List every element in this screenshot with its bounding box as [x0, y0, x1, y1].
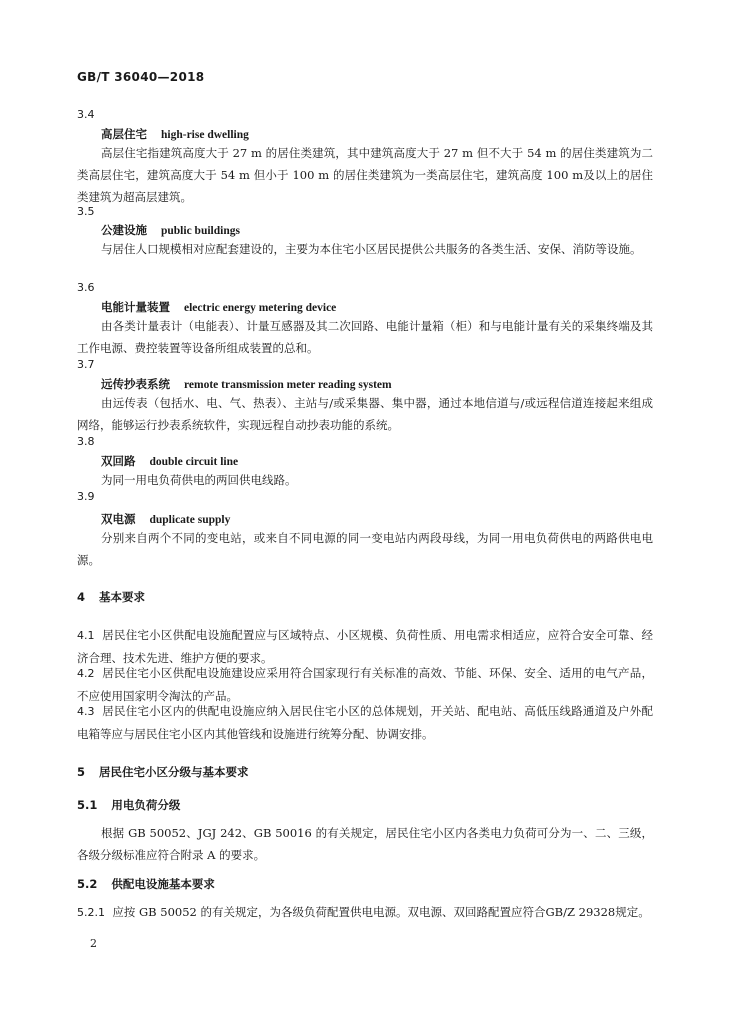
subsection-5-1-heading	[77, 797, 180, 813]
subsection-number: 5.2	[77, 877, 98, 891]
item-number-3-9: 3.9	[77, 490, 95, 503]
clause-text: 居民住宅小区供配电设施建设应采用符合国家现行有关标准的高效、节能、环保、安全、适用的电气产品，不应使用国家明令淘汰的产品。	[77, 666, 654, 703]
term-cn: 电能计量装置	[101, 300, 170, 314]
subsection-5-2-heading	[77, 876, 215, 892]
subsection-5-1-text: 根据 GB 50052、JGJ 242、GB 50016 的有关规定，居民住宅小区内各类电力负荷可分为一、二、三级，各级分级标准应符合附录 A 的要求。	[77, 826, 653, 862]
subsection-title: 用电负荷分级	[111, 798, 181, 812]
clause-number: 4.1	[77, 629, 95, 642]
term-en: double circuit line	[149, 456, 239, 468]
section-5-heading	[77, 764, 249, 780]
term-en: duplicate supply	[149, 514, 231, 526]
term-cn: 双电源	[101, 512, 136, 526]
definition-3-9: 分别来自两个不同的变电站，或来自不同电源的同一变电站内两段母线，为同一用电负荷供电的两路供电电源。	[77, 531, 653, 567]
term-3-9	[101, 511, 230, 527]
term-en: remote transmission meter reading system	[184, 379, 392, 391]
term-3-4	[101, 126, 249, 142]
item-number-3-7: 3.7	[77, 358, 95, 371]
definition-3-6: 由各类计量表计（电能表）、计量互感器及其二次回路、电能计量箱（柜）和与电能计量有关的采集终端及其工作电源、费控装置等设备所组成装置的总和。	[77, 319, 653, 355]
clause-number: 4.2	[77, 667, 95, 680]
section-number: 5	[77, 765, 86, 779]
standard-header: GB/T 36040—2018	[77, 70, 205, 84]
term-3-7	[101, 376, 392, 392]
item-number-3-4: 3.4	[77, 108, 95, 121]
item-number-3-8: 3.8	[77, 435, 95, 448]
item-number-3-5: 3.5	[77, 205, 95, 218]
page-number: 2	[90, 937, 97, 950]
clause-number: 4.3	[77, 705, 95, 718]
clause-text: 居民住宅小区供配电设施配置应与区域特点、小区规模、负荷性质、用电需求相适应，应符合安全可靠、经济合理、技术先进、维护方便的要求。	[77, 628, 654, 665]
section-title: 居民住宅小区分级与基本要求	[99, 765, 249, 779]
term-3-8	[101, 453, 238, 469]
section-title: 基本要求	[99, 590, 146, 604]
subsection-number: 5.1	[77, 798, 98, 812]
clause-4-3	[77, 700, 653, 745]
definition-3-8: 为同一用电负荷供电的两回供电线路。	[101, 473, 297, 487]
term-en: public buildings	[161, 225, 240, 237]
term-cn: 高层住宅	[101, 127, 147, 141]
section-4-heading	[77, 589, 145, 605]
item-number-3-6: 3.6	[77, 281, 95, 294]
term-cn: 公建设施	[101, 223, 147, 237]
term-en: electric energy metering device	[184, 302, 337, 314]
clause-text: 应按 GB 50052 的有关规定，为各级负荷配置供电电源。双电源、双回路配置应符合GB/Z 29328规定。	[112, 905, 650, 919]
section-number: 4	[77, 590, 86, 604]
clause-text: 居民住宅小区内的供配电设施应纳入居民住宅小区的总体规划，开关站、配电站、高低压线路通道及户外配电箱等应与居民住宅小区内其他管线和设施进行统筹分配、协调安排。	[77, 704, 654, 741]
clause-5-2-1	[77, 901, 653, 924]
term-3-6	[101, 299, 336, 315]
definition-3-4: 高层住宅指建筑高度大于 27 m 的居住类建筑，其中建筑高度大于 27 m 但不大于 54 m 的居住类建筑为二类高层住宅，建筑高度大于 54 m 但小于 100 m 的居住类建筑为一类高层住宅，建筑高度 100 m及以上的居住类建筑为超高层建筑。	[77, 146, 653, 204]
term-en: high-rise dwelling	[161, 129, 249, 141]
term-cn: 双回路	[101, 454, 136, 468]
clause-number: 5.2.1	[77, 906, 105, 919]
definition-3-7: 由远传表（包括水、电、气、热表）、主站与/或采集器、集中器，通过本地信道与/或远程信道连接起来组成网络，能够运行抄表系统软件，实现远程自动抄表功能的系统。	[77, 396, 653, 432]
term-3-5	[101, 222, 240, 238]
term-cn: 远传抄表系统	[101, 377, 170, 391]
subsection-title: 供配电设施基本要求	[111, 877, 215, 891]
definition-3-5: 与居住人口规模相对应配套建设的，主要为本住宅小区居民提供公共服务的各类生活、安保、消防等设施。	[101, 242, 642, 256]
